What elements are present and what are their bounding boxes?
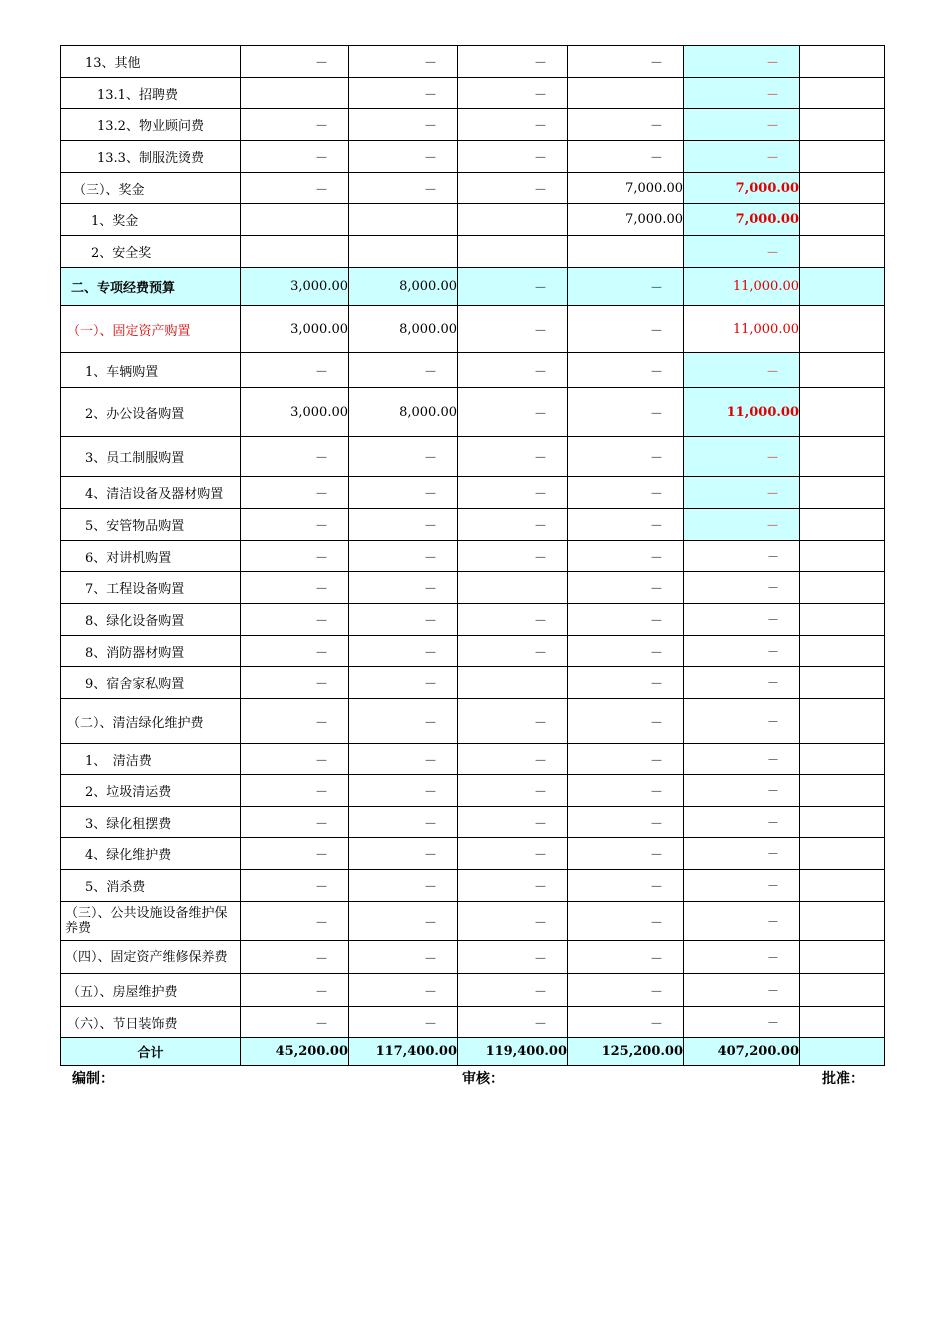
value-cell: 8,000.00 <box>349 388 458 437</box>
note-cell <box>800 477 885 509</box>
total-cell: － <box>684 667 800 699</box>
value-cell: － <box>349 46 458 78</box>
value-cell: － <box>458 109 568 141</box>
note-cell <box>800 306 885 353</box>
note-cell <box>800 775 885 807</box>
total-cell: 11,000.00 <box>684 306 800 353</box>
note-cell <box>800 744 885 775</box>
value-cell: － <box>349 667 458 699</box>
total-cell: 7,000.00 <box>684 204 800 236</box>
total-cell: － <box>684 141 800 173</box>
row-label: （六）、节日装饰费 <box>61 1007 241 1038</box>
value-cell: 3,000.00 <box>241 388 349 437</box>
row-label: 4、绿化维护费 <box>61 838 241 870</box>
table-row <box>61 572 885 604</box>
value-cell: － <box>241 477 349 509</box>
note-cell <box>800 572 885 604</box>
row-label: 2、安全奖 <box>61 236 241 268</box>
value-cell: － <box>349 636 458 667</box>
table-row <box>61 636 885 667</box>
value-cell: － <box>349 1007 458 1038</box>
total-cell: － <box>684 46 800 78</box>
table-row <box>61 78 885 109</box>
value-cell: － <box>568 699 684 744</box>
row-label: 3、绿化租摆费 <box>61 807 241 838</box>
table-row <box>61 236 885 268</box>
table-row <box>61 807 885 838</box>
value-cell: 3,000.00 <box>241 268 349 306</box>
value-cell: － <box>241 744 349 775</box>
value-cell: － <box>458 509 568 541</box>
note-cell <box>800 1007 885 1038</box>
table-row <box>61 902 885 941</box>
value-cell: － <box>349 941 458 974</box>
value-cell: － <box>241 604 349 636</box>
total-cell: － <box>684 353 800 388</box>
table-row <box>61 699 885 744</box>
value-cell: 7,000.00 <box>568 204 684 236</box>
table-row <box>61 437 885 477</box>
row-label: 13.1、招聘费 <box>61 78 241 109</box>
note-cell <box>800 807 885 838</box>
total-cell: － <box>684 902 800 941</box>
section-row <box>61 268 885 306</box>
note-cell <box>800 667 885 699</box>
value-cell: － <box>458 388 568 437</box>
value-cell: 7,000.00 <box>568 173 684 204</box>
value-cell: － <box>458 807 568 838</box>
row-label: （四）、固定资产维修保养费 <box>61 941 241 974</box>
value-cell: 45,200.00 <box>241 1038 349 1066</box>
note-cell <box>800 388 885 437</box>
total-cell: － <box>684 838 800 870</box>
value-cell <box>349 204 458 236</box>
note-cell <box>800 437 885 477</box>
value-cell: － <box>241 974 349 1007</box>
note-cell <box>800 173 885 204</box>
value-cell: － <box>349 807 458 838</box>
value-cell: － <box>568 941 684 974</box>
value-cell: 8,000.00 <box>349 306 458 353</box>
value-cell: 3,000.00 <box>241 306 349 353</box>
value-cell: － <box>349 437 458 477</box>
value-cell: － <box>241 699 349 744</box>
value-cell: 117,400.00 <box>349 1038 458 1066</box>
table-row <box>61 974 885 1007</box>
table-row <box>61 204 885 236</box>
value-cell: － <box>568 870 684 902</box>
value-cell: － <box>349 604 458 636</box>
total-cell: － <box>684 541 800 572</box>
value-cell: － <box>349 353 458 388</box>
value-cell: － <box>568 388 684 437</box>
note-cell <box>800 509 885 541</box>
value-cell: － <box>241 775 349 807</box>
value-cell <box>458 236 568 268</box>
total-cell: － <box>684 974 800 1007</box>
total-cell: － <box>684 807 800 838</box>
table-row <box>61 541 885 572</box>
value-cell: － <box>349 572 458 604</box>
value-cell <box>458 667 568 699</box>
value-cell: － <box>241 541 349 572</box>
value-cell: － <box>241 173 349 204</box>
value-cell: 125,200.00 <box>568 1038 684 1066</box>
value-cell: － <box>568 838 684 870</box>
value-cell: － <box>568 902 684 941</box>
value-cell: － <box>458 353 568 388</box>
total-cell: － <box>684 509 800 541</box>
value-cell: － <box>241 572 349 604</box>
value-cell: － <box>349 173 458 204</box>
value-cell: － <box>458 306 568 353</box>
value-cell <box>241 78 349 109</box>
value-cell: － <box>349 477 458 509</box>
value-cell: － <box>458 699 568 744</box>
value-cell: － <box>241 141 349 173</box>
row-label: 5、安管物品购置 <box>61 509 241 541</box>
value-cell: － <box>458 902 568 941</box>
note-cell <box>800 838 885 870</box>
row-label: 4、清洁设备及器材购置 <box>61 477 241 509</box>
total-cell: － <box>684 109 800 141</box>
value-cell: － <box>458 141 568 173</box>
row-label: （二）、清洁绿化维护费 <box>61 699 241 744</box>
value-cell: － <box>568 109 684 141</box>
note-cell <box>800 204 885 236</box>
value-cell: － <box>241 636 349 667</box>
note-cell <box>800 1038 885 1066</box>
value-cell: － <box>568 541 684 572</box>
total-cell: － <box>684 236 800 268</box>
table-row <box>61 604 885 636</box>
row-label: 2、办公设备购置 <box>61 388 241 437</box>
value-cell: － <box>349 78 458 109</box>
total-cell: － <box>684 744 800 775</box>
table-row <box>61 173 885 204</box>
value-cell: － <box>568 437 684 477</box>
value-cell: － <box>349 974 458 1007</box>
value-cell: － <box>458 477 568 509</box>
row-label: 7、工程设备购置 <box>61 572 241 604</box>
total-cell: － <box>684 604 800 636</box>
grand-total-cell: 407,200.00 <box>684 1038 800 1066</box>
note-cell <box>800 268 885 306</box>
total-label: 合计 <box>61 1038 241 1066</box>
note-cell <box>800 699 885 744</box>
table-row <box>61 838 885 870</box>
value-cell: － <box>241 437 349 477</box>
row-label: 13.3、制服洗烫费 <box>61 141 241 173</box>
note-cell <box>800 353 885 388</box>
note-cell <box>800 236 885 268</box>
value-cell: － <box>568 46 684 78</box>
value-cell: － <box>458 78 568 109</box>
table-row <box>61 775 885 807</box>
value-cell: － <box>458 870 568 902</box>
row-label: 8、消防器材购置 <box>61 636 241 667</box>
value-cell: 8,000.00 <box>349 268 458 306</box>
note-cell <box>800 870 885 902</box>
total-cell: － <box>684 572 800 604</box>
value-cell <box>458 572 568 604</box>
value-cell: － <box>458 838 568 870</box>
value-cell: － <box>349 744 458 775</box>
value-cell: － <box>241 667 349 699</box>
total-cell: 7,000.00 <box>684 173 800 204</box>
value-cell: － <box>458 437 568 477</box>
value-cell: － <box>349 699 458 744</box>
value-cell: － <box>241 353 349 388</box>
table-row <box>61 509 885 541</box>
value-cell: － <box>349 541 458 572</box>
row-label: 1、 清洁费 <box>61 744 241 775</box>
note-cell <box>800 902 885 941</box>
value-cell: － <box>458 744 568 775</box>
total-cell: － <box>684 636 800 667</box>
value-cell: － <box>568 141 684 173</box>
value-cell: － <box>349 509 458 541</box>
row-label: （三）、公共设施设备维护保养费 <box>61 902 241 941</box>
table-row <box>61 353 885 388</box>
footer-approved-label: 批准： <box>822 1071 864 1087</box>
note-cell <box>800 941 885 974</box>
value-cell: － <box>568 775 684 807</box>
total-cell: － <box>684 941 800 974</box>
value-cell <box>458 204 568 236</box>
value-cell: － <box>458 941 568 974</box>
value-cell: － <box>458 541 568 572</box>
value-cell: － <box>568 974 684 1007</box>
footer-reviewed-label: 审核： <box>462 1071 504 1087</box>
total-cell: 11,000.00 <box>684 388 800 437</box>
value-cell: － <box>568 604 684 636</box>
table-row <box>61 941 885 974</box>
value-cell: － <box>568 744 684 775</box>
row-label: 13、其他 <box>61 46 241 78</box>
note-cell <box>800 541 885 572</box>
note-cell <box>800 604 885 636</box>
table-row <box>61 870 885 902</box>
footer-compiled-label: 编制： <box>72 1071 114 1087</box>
value-cell <box>568 78 684 109</box>
note-cell <box>800 46 885 78</box>
budget-table <box>60 45 885 1066</box>
value-cell: － <box>458 46 568 78</box>
table-row <box>61 306 885 353</box>
total-cell: － <box>684 870 800 902</box>
row-label: 6、对讲机购置 <box>61 541 241 572</box>
note-cell <box>800 78 885 109</box>
row-label: 3、员工制服购置 <box>61 437 241 477</box>
value-cell: － <box>241 902 349 941</box>
note-cell <box>800 141 885 173</box>
row-label: 9、宿舍家私购置 <box>61 667 241 699</box>
row-label: （五）、房屋维护费 <box>61 974 241 1007</box>
value-cell <box>349 236 458 268</box>
row-label: 1、车辆购置 <box>61 353 241 388</box>
value-cell: － <box>241 807 349 838</box>
row-label: （一）、固定资产购置 <box>61 306 241 353</box>
value-cell: － <box>458 974 568 1007</box>
row-label: 1、奖金 <box>61 204 241 236</box>
total-row <box>61 1038 885 1066</box>
value-cell <box>568 236 684 268</box>
note-cell <box>800 974 885 1007</box>
value-cell: － <box>458 173 568 204</box>
table-row <box>61 46 885 78</box>
value-cell: － <box>241 838 349 870</box>
note-cell <box>800 109 885 141</box>
total-cell: － <box>684 477 800 509</box>
value-cell: － <box>349 902 458 941</box>
table-row <box>61 744 885 775</box>
value-cell: － <box>568 572 684 604</box>
table-row <box>61 141 885 173</box>
total-cell: － <box>684 775 800 807</box>
table-row <box>61 1007 885 1038</box>
value-cell: － <box>458 775 568 807</box>
value-cell: － <box>349 109 458 141</box>
value-cell: － <box>568 636 684 667</box>
value-cell: － <box>458 604 568 636</box>
value-cell: － <box>241 46 349 78</box>
value-cell: － <box>568 807 684 838</box>
table-row <box>61 667 885 699</box>
total-cell: － <box>684 78 800 109</box>
value-cell: － <box>349 775 458 807</box>
row-label: 5、消杀费 <box>61 870 241 902</box>
table-row <box>61 388 885 437</box>
total-cell: 11,000.00 <box>684 268 800 306</box>
value-cell: － <box>241 870 349 902</box>
total-cell: － <box>684 437 800 477</box>
value-cell: － <box>568 477 684 509</box>
value-cell: － <box>241 1007 349 1038</box>
value-cell: － <box>241 109 349 141</box>
note-cell <box>800 636 885 667</box>
value-cell: 119,400.00 <box>458 1038 568 1066</box>
value-cell <box>241 236 349 268</box>
value-cell: － <box>458 1007 568 1038</box>
row-label: 8、绿化设备购置 <box>61 604 241 636</box>
total-cell: － <box>684 1007 800 1038</box>
value-cell: － <box>568 667 684 699</box>
row-label: 2、垃圾清运费 <box>61 775 241 807</box>
value-cell: － <box>458 268 568 306</box>
value-cell: － <box>568 306 684 353</box>
table-row <box>61 477 885 509</box>
table-row <box>61 109 885 141</box>
value-cell: － <box>568 353 684 388</box>
value-cell: － <box>241 509 349 541</box>
value-cell: － <box>568 268 684 306</box>
value-cell: － <box>349 838 458 870</box>
value-cell: － <box>241 941 349 974</box>
value-cell: － <box>349 141 458 173</box>
row-label: 二、专项经费预算 <box>61 268 241 306</box>
value-cell: － <box>568 1007 684 1038</box>
total-cell: － <box>684 699 800 744</box>
row-label: 13.2、物业顾问费 <box>61 109 241 141</box>
value-cell: － <box>458 636 568 667</box>
row-label: （三）、奖金 <box>61 173 241 204</box>
value-cell <box>241 204 349 236</box>
value-cell: － <box>349 870 458 902</box>
value-cell: － <box>568 509 684 541</box>
